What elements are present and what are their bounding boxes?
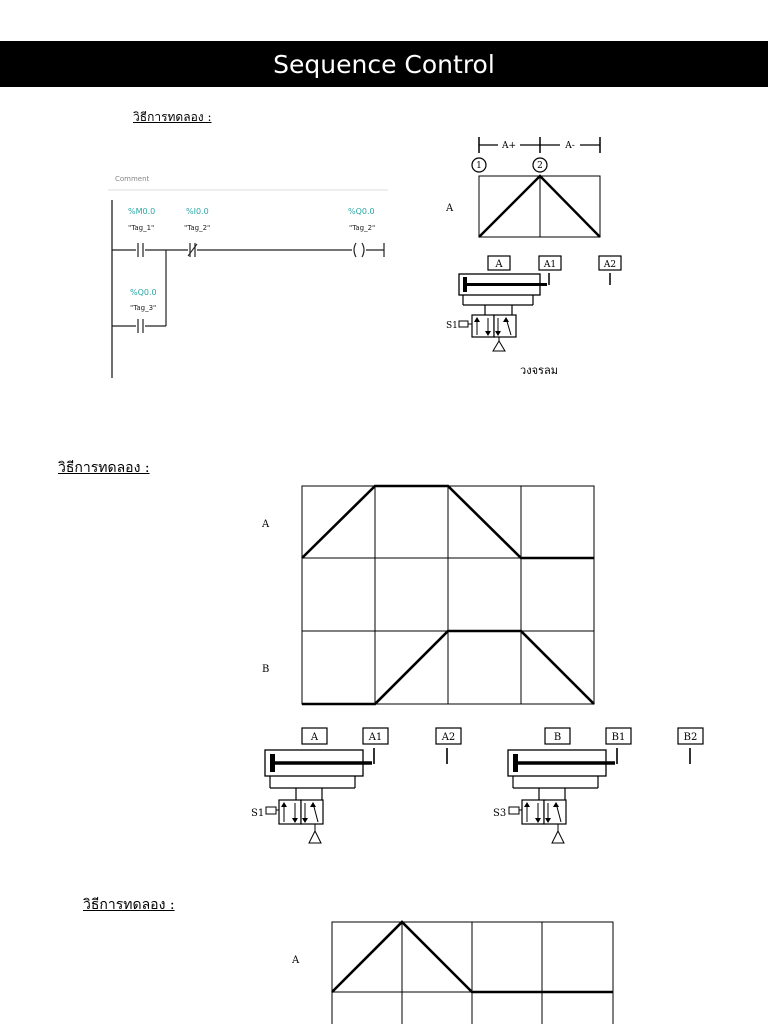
row-label-a: A [292, 955, 300, 966]
row-label-a: A [262, 519, 270, 530]
supply-triangle [493, 341, 505, 351]
contact-2-address: %I0.0 [186, 207, 209, 216]
pneumatic-circuit-2a [251, 728, 461, 843]
sensor-label-b1: B1 [611, 732, 626, 743]
valve-left [472, 315, 494, 337]
step-label-a-minus: A- [565, 141, 575, 151]
cylinder-label-b: B [553, 732, 562, 743]
pneumatic-circuit-1 [446, 256, 621, 377]
contact-2-tag: "Tag_2" [184, 224, 211, 232]
contact-1-tag: "Tag_1" [128, 224, 155, 232]
section-heading-2: วิธีการทดลอง : [58, 460, 150, 476]
step-label-a-plus: A+ [501, 141, 517, 151]
contact-3-tag: "Tag_3" [130, 304, 157, 312]
section-heading-3: วิธีการทดลอง : [83, 897, 175, 913]
coil-symbol [354, 243, 356, 257]
displacement-step-diagram-1 [445, 137, 600, 237]
displacement-step-diagram-3 [291, 922, 613, 1024]
sensor-label-a1: A1 [368, 732, 383, 743]
sensor-label-b2: B2 [683, 732, 698, 743]
coil-address: %Q0.0 [348, 207, 375, 216]
displacement-step-diagram-2 [261, 486, 594, 704]
pneumatic-circuit-2b [493, 728, 703, 843]
row-label-a: A [446, 203, 454, 214]
circuit-caption: วงจรลม [520, 364, 558, 377]
step-number-1: 1 [476, 161, 482, 171]
sensor-label-a1: A1 [543, 260, 557, 270]
contact-3-address: %Q0.0 [130, 288, 157, 297]
section-heading-1: วิธีการทดลอง : [133, 110, 212, 124]
valve-label-s3: S3 [493, 808, 507, 819]
step-number-2: 2 [537, 161, 543, 171]
contact-1-address: %M0.0 [128, 207, 156, 216]
ladder-diagram [108, 175, 388, 378]
valve-label-s1: S1 [446, 321, 458, 331]
page-title: Sequence Control [273, 49, 495, 79]
cylinder-label-a: A [310, 732, 319, 743]
row-label-b: B [262, 664, 270, 675]
cylinder-label: A [495, 259, 503, 270]
sensor-label-a2: A2 [603, 260, 617, 270]
sensor-label-a2: A2 [441, 732, 456, 743]
coil-tag: "Tag_2" [349, 224, 376, 232]
valve-label-s1: S1 [251, 808, 265, 819]
ladder-comment: Comment [115, 175, 150, 183]
